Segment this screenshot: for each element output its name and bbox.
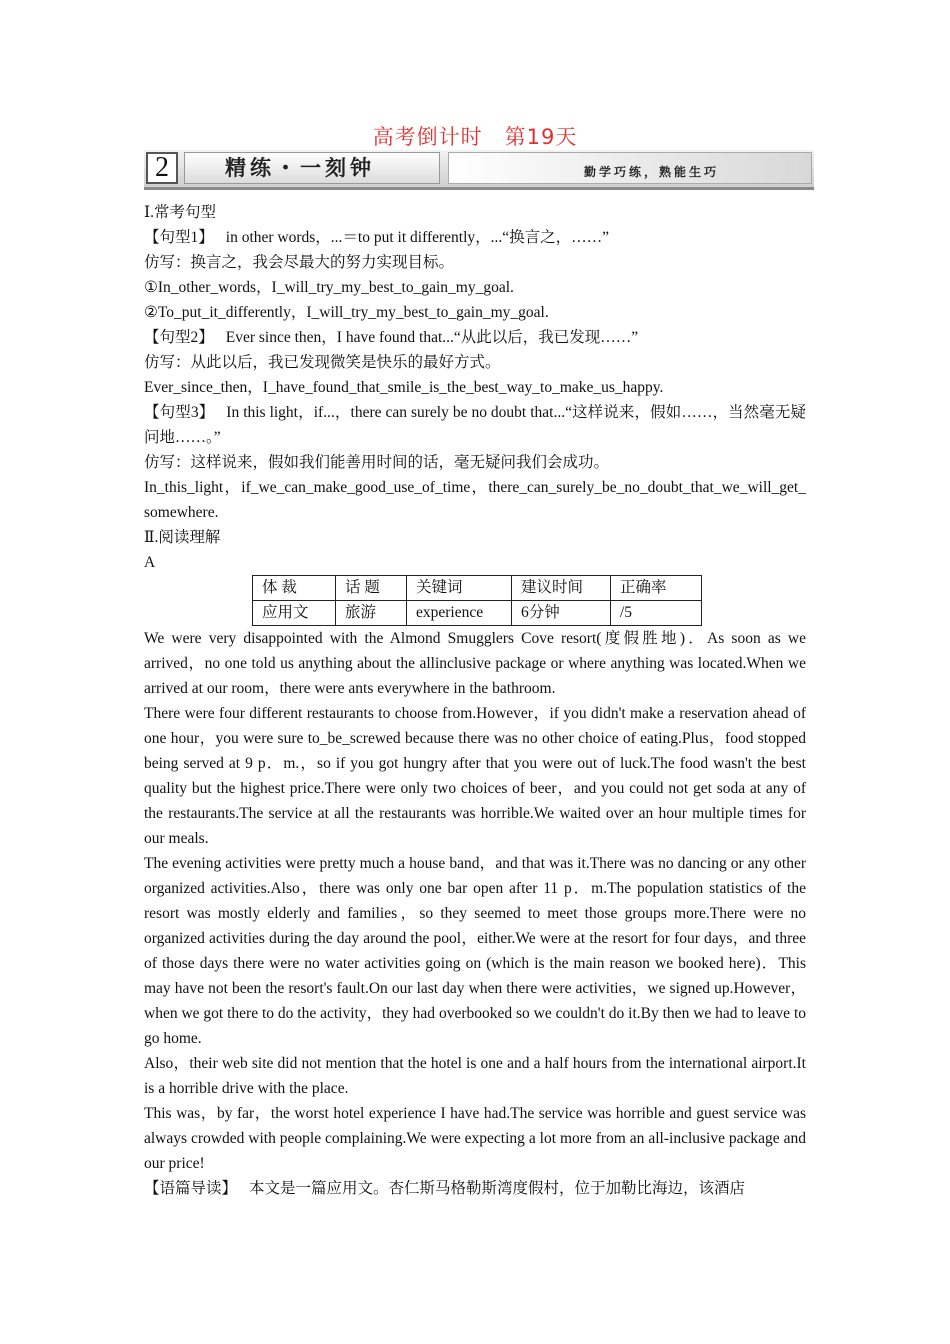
pattern-2-text: Ever since then，I have found that...“从此以后，我已发现……” bbox=[225, 329, 639, 346]
table-header-cell: 话 题 bbox=[336, 576, 407, 601]
pattern-1 bbox=[144, 225, 806, 250]
pattern-3-label: 【句型3】 bbox=[144, 404, 215, 421]
passage-guide-label: 【语篇导读】 bbox=[144, 1180, 238, 1197]
pattern-1-answer-2: ②To_put_it_differently，I_will_try_my_best_to_gain_my_goal. bbox=[144, 304, 549, 321]
pattern-3-practice: 仿写：这样说来，假如我们能善用时间的话，毫无疑问我们会成功。 bbox=[144, 454, 610, 471]
table-header-cell: 关键词 bbox=[407, 576, 512, 601]
section-slogan: 勤学巧练，熟能生巧 bbox=[448, 152, 812, 184]
table-cell: 旅游 bbox=[336, 601, 407, 626]
pattern-3-text: In this light，if...，there can surely be no doubt that...“这样说来，假如……，当然毫无疑问地……。” bbox=[144, 404, 806, 446]
part2-heading: Ⅱ.阅读理解 bbox=[144, 529, 221, 546]
table-header-cell: 体 裁 bbox=[253, 576, 336, 601]
table-cell: experience bbox=[407, 601, 512, 626]
pattern-1-answer-1: ①In_other_words，I_will_try_my_best_to_gain_my_goal. bbox=[144, 279, 514, 296]
pattern-2-practice: 仿写：从此以后，我已发现微笑是快乐的最好方式。 bbox=[144, 354, 501, 371]
document-body bbox=[144, 200, 806, 1201]
passage-paragraph: Also，their web site did not mention that the hotel is one and a half hours from the international airport.It is a horrible drive with the place. bbox=[144, 1055, 806, 1097]
passage-paragraph: There were four different restaurants to choose from.However，if you didn't make a reservation ahead of one hour，you were sure to_be_screwed because there was no other choice of eating.Plus，food stopped being served at 9 p．m.，so if you got hungry after that you were out of luck.The food wasn't the best quality but the highest price.There were only two choices of beer，and you could not get soda at any of the restaurants.The service at all the restaurants was horrible.We waited over an hour multiple times for our meals. bbox=[144, 705, 806, 847]
table-row bbox=[253, 601, 702, 626]
section-title: 精练・一刻钟 bbox=[184, 152, 440, 184]
page-title: 高考倒计时 第19天 bbox=[372, 125, 578, 149]
table-cell: 应用文 bbox=[253, 601, 336, 626]
passage-guide bbox=[144, 1176, 806, 1201]
pattern-3 bbox=[144, 400, 806, 450]
passage-info-table bbox=[252, 575, 702, 626]
section-banner bbox=[144, 150, 814, 190]
pattern-1-text: in other words，...＝to put it differently，...“换言之，……” bbox=[225, 229, 610, 246]
pattern-2-answer: Ever_since_then，I_have_found_that_smile_is_the_best_way_to_make_us_happy. bbox=[144, 379, 664, 396]
part1-heading: Ⅰ.常考句型 bbox=[144, 204, 216, 221]
section-number: 2 bbox=[146, 152, 178, 184]
pattern-2 bbox=[144, 325, 806, 350]
table-header-cell: 建议时间 bbox=[512, 576, 611, 601]
pattern-2-label: 【句型2】 bbox=[144, 329, 214, 346]
passage-guide-text: 本文是一篇应用文。杏仁斯马格勒斯湾度假村，位于加勒比海边，该酒店 bbox=[249, 1180, 746, 1197]
passage-label: A bbox=[144, 554, 156, 571]
passage-paragraph: This was，by far，the worst hotel experience I have had.The service was horrible and guest service was always crowded with people complaining.We were expecting a lot more from an all-inclusive package and our price! bbox=[144, 1105, 806, 1172]
table-cell: 6分钟 bbox=[512, 601, 611, 626]
passage-paragraph: The evening activities were pretty much a house band，and that was it.There was no dancing or any other organized activities.Also，there was only one bar open after 11 p．m.The population statistics of the resort was mostly elderly and families，so they seemed to meet those groups more.There were no organized activities during the day around the pool，either.We were at the resort for four days，and three of those days there were no water activities going on (which is the main reason we booked here)．This may have not been the resort's fault.On our last day when there were activities，we signed up.However，when we got there to do the activity，they had overbooked so we couldn't do it.By then we had to leave to go home. bbox=[144, 855, 806, 1047]
pattern-1-practice: 仿写：换言之，我会尽最大的努力实现目标。 bbox=[144, 254, 455, 271]
table-header-row bbox=[253, 576, 702, 601]
table-cell: /5 bbox=[611, 601, 702, 626]
passage-paragraph: We were very disappointed with the Almond Smugglers Cove resort(度假胜地)．As soon as we arrived，no one told us anything about the allinclusive package or where anything was located.When we arrived at our room，there were ants everywhere in the bathroom. bbox=[144, 630, 806, 697]
pattern-3-answer: In_this_light，if_we_can_make_good_use_of_time，there_can_surely_be_no_doubt_that_we_will_get_somewhere. bbox=[144, 479, 806, 521]
table-header-cell: 正确率 bbox=[611, 576, 702, 601]
pattern-1-label: 【句型1】 bbox=[144, 229, 214, 246]
